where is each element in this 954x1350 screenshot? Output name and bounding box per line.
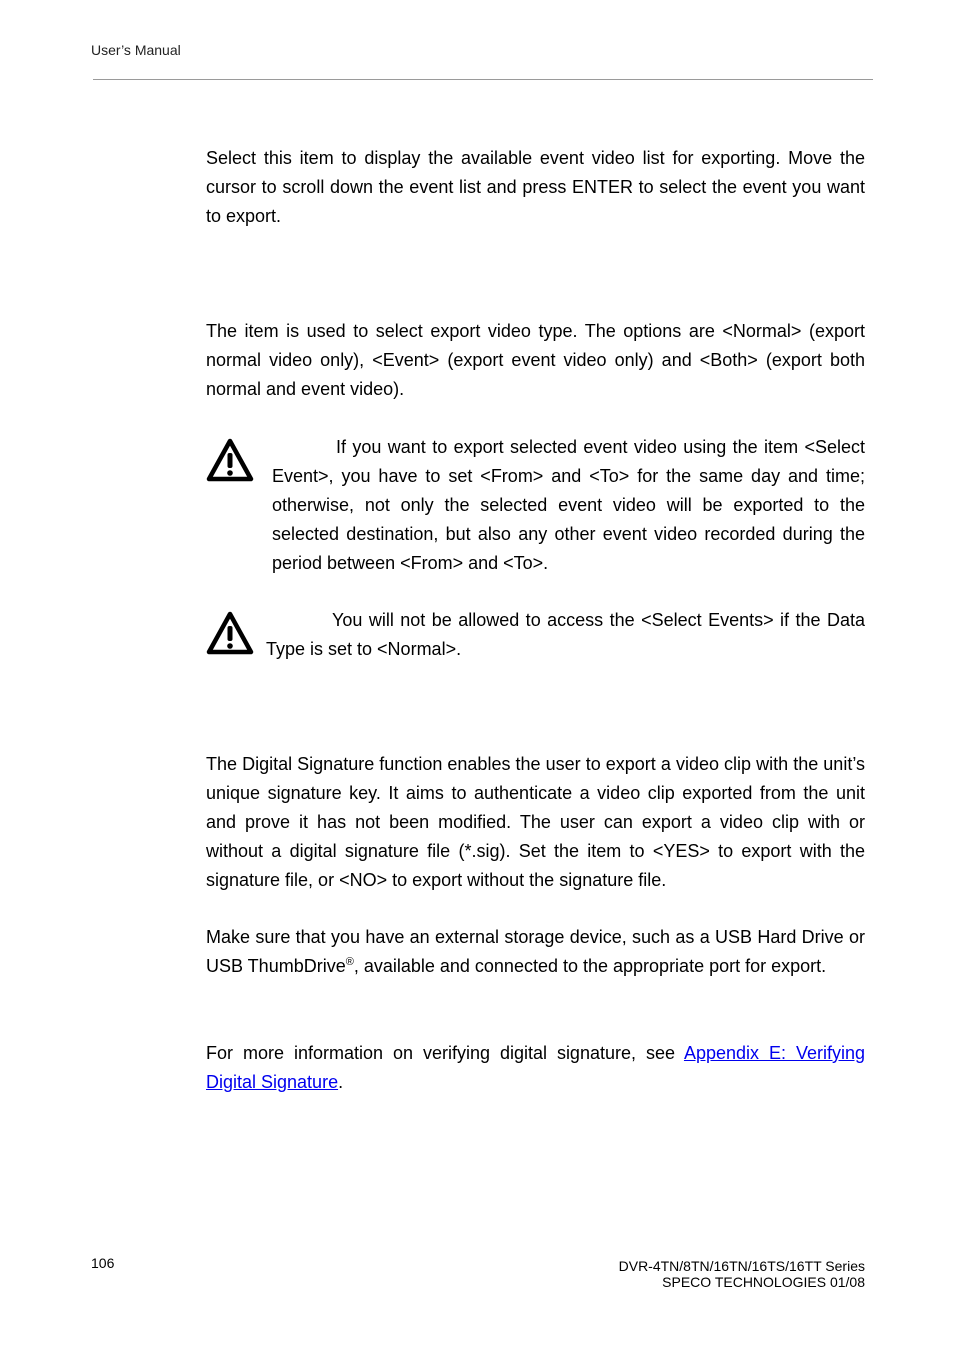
footer-info (465, 1258, 865, 1290)
data-type-paragraph: The item is used to select export video type. The options are <Normal> (export normal video only), <Event> (export event video only) and <Both> (export both normal and event video). (206, 321, 865, 399)
storage-paragraph: Make sure that you have an external storage device, such as a USB Hard Drive or USB ThumbDrive®, available and connected to the appropriate port for export. (206, 927, 865, 976)
page-number: 106 (91, 1255, 115, 1271)
note-select-event (206, 433, 865, 578)
footer-series: DVR-4TN/8TN/16TN/16TS/16TT Series (618, 1258, 865, 1274)
header-title: User’s Manual (91, 42, 181, 58)
footer-company: SPECO TECHNOLOGIES 01/08 (662, 1274, 865, 1290)
note-select-event-text: If you want to export selected event video using the item <Select Event>, you have to set <From> and <To> for the same day and time; otherwise, not only the selected event video will be exported to the selected destination, but also any other event video recorded during the period between <From> and <To>. (272, 437, 865, 573)
digital-signature-paragraph: The Digital Signature function enables the user to export a video clip with the unit’s unique signature key. It aims to authenticate a video clip exported from the unit and prove it has not been modified. The user can export a video clip with or without a digital signature file (*.sig). Set the item to <YES> to export with the signature file, or <NO> to export without the signature file. (206, 754, 865, 890)
registered-mark: ® (345, 956, 354, 968)
warning-icon (206, 611, 254, 655)
more-info-paragraph: For more information on verifying digital signature, see Appendix E: Verifying Digital Signature. (206, 1043, 865, 1092)
note-data-type-text: You will not be allowed to access the <Select Events> if the Data Type is set to <Normal>. (266, 610, 865, 659)
warning-icon (206, 438, 254, 482)
appendix-e-link[interactable]: Appendix E: Verifying Digital Signature (206, 1043, 865, 1092)
header-divider (93, 79, 873, 80)
note-data-type (206, 606, 865, 664)
select-event-paragraph: Select this item to display the available event video list for exporting. Move the cursor to scroll down the event list and press ENTER to select the event you want to export. (206, 148, 865, 226)
